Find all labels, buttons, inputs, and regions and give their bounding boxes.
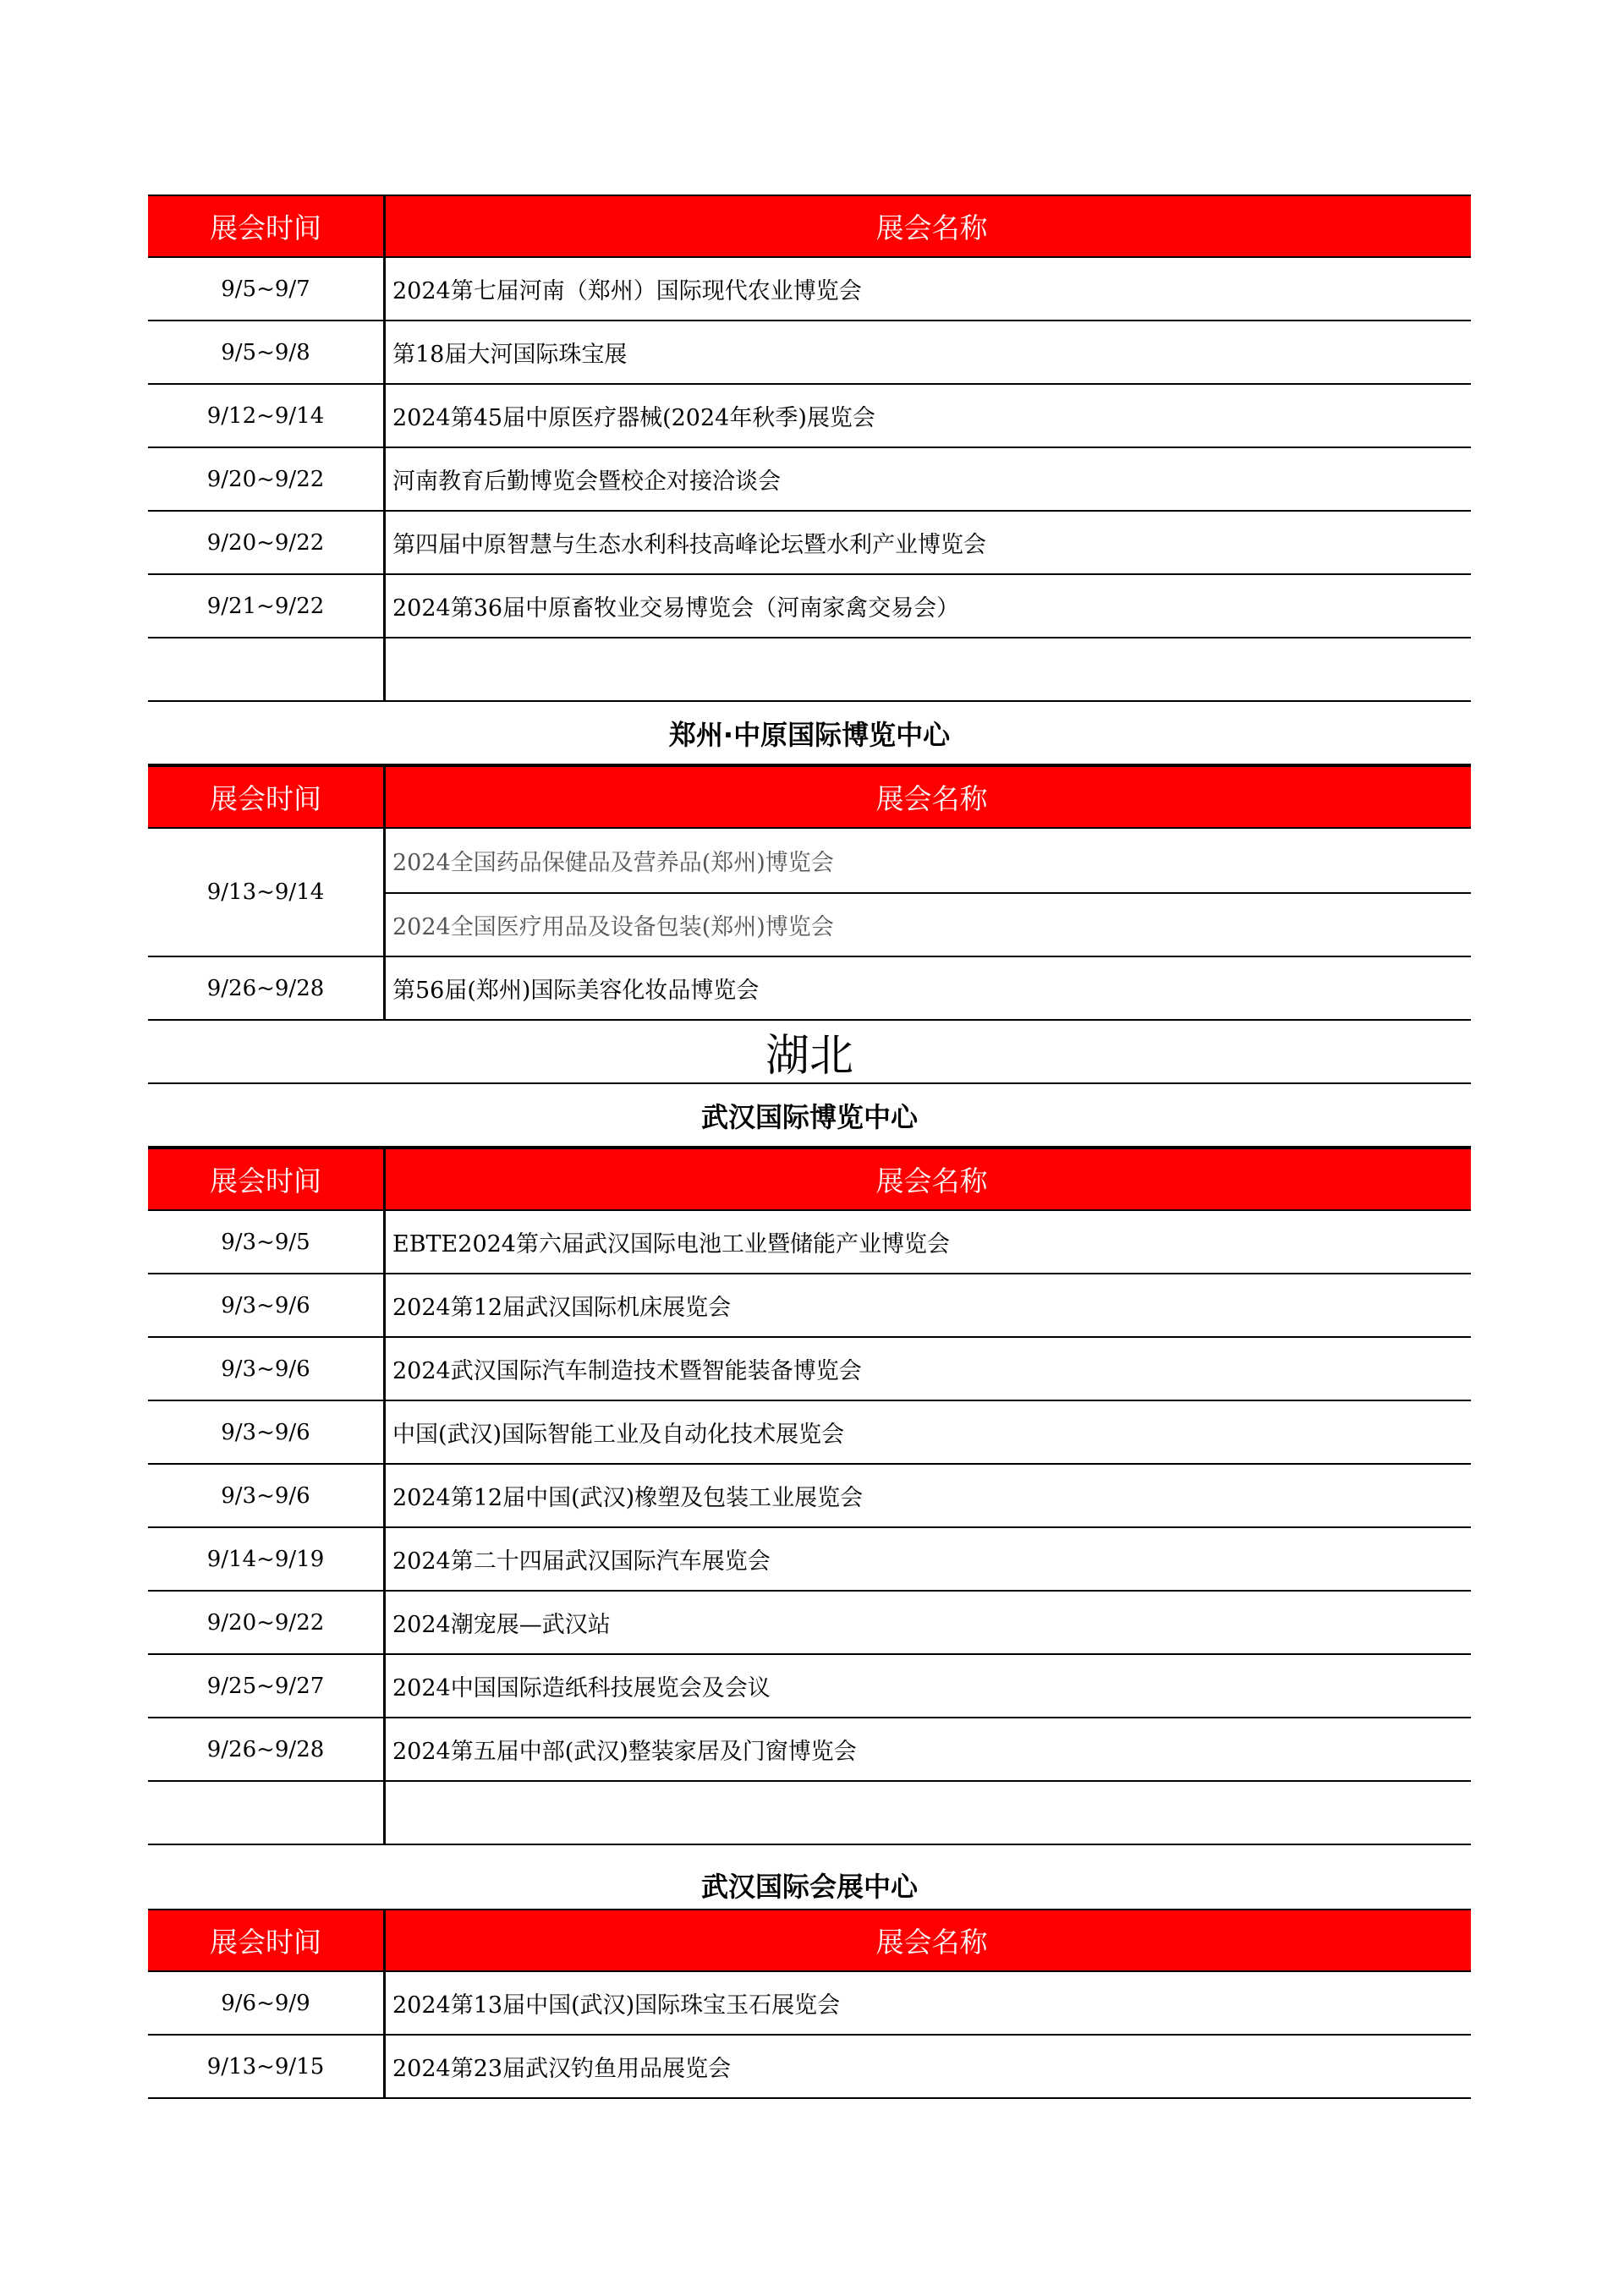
table-row <box>148 448 1471 512</box>
table-row <box>148 1528 1471 1592</box>
row-name: 第四届中原智慧与生态水利科技高峰论坛暨水利产业博览会 <box>392 532 986 558</box>
empty-name-cell <box>386 638 1471 700</box>
empty-date-cell <box>148 1782 386 1844</box>
table-row <box>148 385 1471 448</box>
row-date: 9/5~9/8 <box>148 321 386 383</box>
row-name: 2024武汉国际汽车制造技术暨智能装备博览会 <box>392 1358 862 1384</box>
table-row <box>148 258 1471 321</box>
table-row <box>148 2036 1471 2099</box>
row-date: 9/3~9/6 <box>148 1401 386 1463</box>
header-time: 展会时间 <box>148 1149 386 1209</box>
row-name: EBTE2024第六届武汉国际电池工业暨储能产业博览会 <box>392 1231 950 1258</box>
table-row <box>148 575 1471 638</box>
row-name: 第56届(郑州)国际美容化妆品博览会 <box>392 978 760 1004</box>
table-row <box>148 1592 1471 1655</box>
venue-title: 郑州·中原国际博览中心 <box>148 702 1471 765</box>
row-name: 第18届大河国际珠宝展 <box>392 342 628 368</box>
row-date: 9/12~9/14 <box>148 385 386 447</box>
row-date: 9/25~9/27 <box>148 1655 386 1717</box>
table-row <box>148 1718 1471 1782</box>
row-name: 2024第45届中原医疗器械(2024年秋季)展览会 <box>392 405 875 431</box>
row-name: 2024第七届河南（郑州）国际现代农业博览会 <box>392 278 862 304</box>
merged-names <box>386 829 1471 956</box>
row-date: 9/6~9/9 <box>148 1972 386 2034</box>
row-name: 2024第36届中原畜牧业交易博览会（河南家禽交易会） <box>392 595 960 622</box>
row-date: 9/13~9/14 <box>148 829 386 956</box>
province-title: 湖北 <box>148 1021 1471 1084</box>
row-name: 2024第12届中国(武汉)橡塑及包装工业展览会 <box>392 1485 864 1511</box>
row-name: 2024第12届武汉国际机床展览会 <box>392 1295 732 1321</box>
row-name: 中国(武汉)国际智能工业及自动化技术展览会 <box>392 1422 845 1448</box>
merged-row-group <box>148 829 1471 957</box>
row-name: 2024第二十四届武汉国际汽车展览会 <box>392 1548 771 1575</box>
table-header <box>148 1909 1471 1972</box>
table-row <box>148 1655 1471 1718</box>
row-date: 9/20~9/22 <box>148 512 386 573</box>
table-header <box>148 195 1471 258</box>
venue-title: 武汉国际博览中心 <box>148 1084 1471 1148</box>
header-time: 展会时间 <box>148 767 386 827</box>
row-date: 9/20~9/22 <box>148 448 386 510</box>
row-name: 2024全国药品保健品及营养品(郑州)博览会 <box>392 850 834 876</box>
row-date: 9/3~9/5 <box>148 1211 386 1273</box>
table-header <box>148 765 1471 829</box>
row-name: 2024全国医疗用品及设备包装(郑州)博览会 <box>386 892 1471 956</box>
row-name: 2024中国国际造纸科技展览会及会议 <box>392 1675 771 1701</box>
row-date: 9/3~9/6 <box>148 1338 386 1400</box>
row-name: 2024第13届中国(武汉)国际珠宝玉石展览会 <box>392 1992 841 2019</box>
row-name: 2024第五届中部(武汉)整装家居及门窗博览会 <box>392 1739 857 1765</box>
header-time: 展会时间 <box>148 196 386 256</box>
header-name: 展会名称 <box>875 782 988 815</box>
header-name: 展会名称 <box>875 1164 988 1197</box>
header-time: 展会时间 <box>148 1910 386 1970</box>
row-date: 9/13~9/15 <box>148 2036 386 2097</box>
exhibition-schedule <box>148 195 1471 2099</box>
table-header <box>148 1148 1471 1211</box>
row-date: 9/21~9/22 <box>148 575 386 637</box>
table-row <box>148 512 1471 575</box>
row-date: 9/26~9/28 <box>148 1718 386 1780</box>
row-date: 9/20~9/22 <box>148 1592 386 1653</box>
row-name: 2024第23届武汉钓鱼用品展览会 <box>392 2056 732 2082</box>
empty-date-cell <box>148 638 386 700</box>
empty-row <box>148 638 1471 702</box>
venue-title: 武汉国际会展中心 <box>700 1870 918 1903</box>
row-date: 9/26~9/28 <box>148 957 386 1019</box>
table-row <box>148 1211 1471 1274</box>
header-name: 展会名称 <box>875 211 988 244</box>
row-name: 2024潮宠展—武汉站 <box>392 1612 611 1638</box>
row-date: 9/3~9/6 <box>148 1274 386 1336</box>
row-date: 9/5~9/7 <box>148 258 386 320</box>
table-row <box>148 1401 1471 1465</box>
row-date: 9/3~9/6 <box>148 1465 386 1526</box>
table-row <box>148 1972 1471 2036</box>
table-row <box>148 957 1471 1021</box>
table-row <box>148 321 1471 385</box>
table-row <box>148 1338 1471 1401</box>
header-name: 展会名称 <box>875 1926 988 1959</box>
row-date: 9/14~9/19 <box>148 1528 386 1590</box>
row-name: 河南教育后勤博览会暨校企对接洽谈会 <box>392 469 781 495</box>
empty-name-cell <box>386 1782 1471 1844</box>
table-row <box>148 1465 1471 1528</box>
table-row <box>148 1274 1471 1338</box>
empty-row <box>148 1782 1471 1845</box>
